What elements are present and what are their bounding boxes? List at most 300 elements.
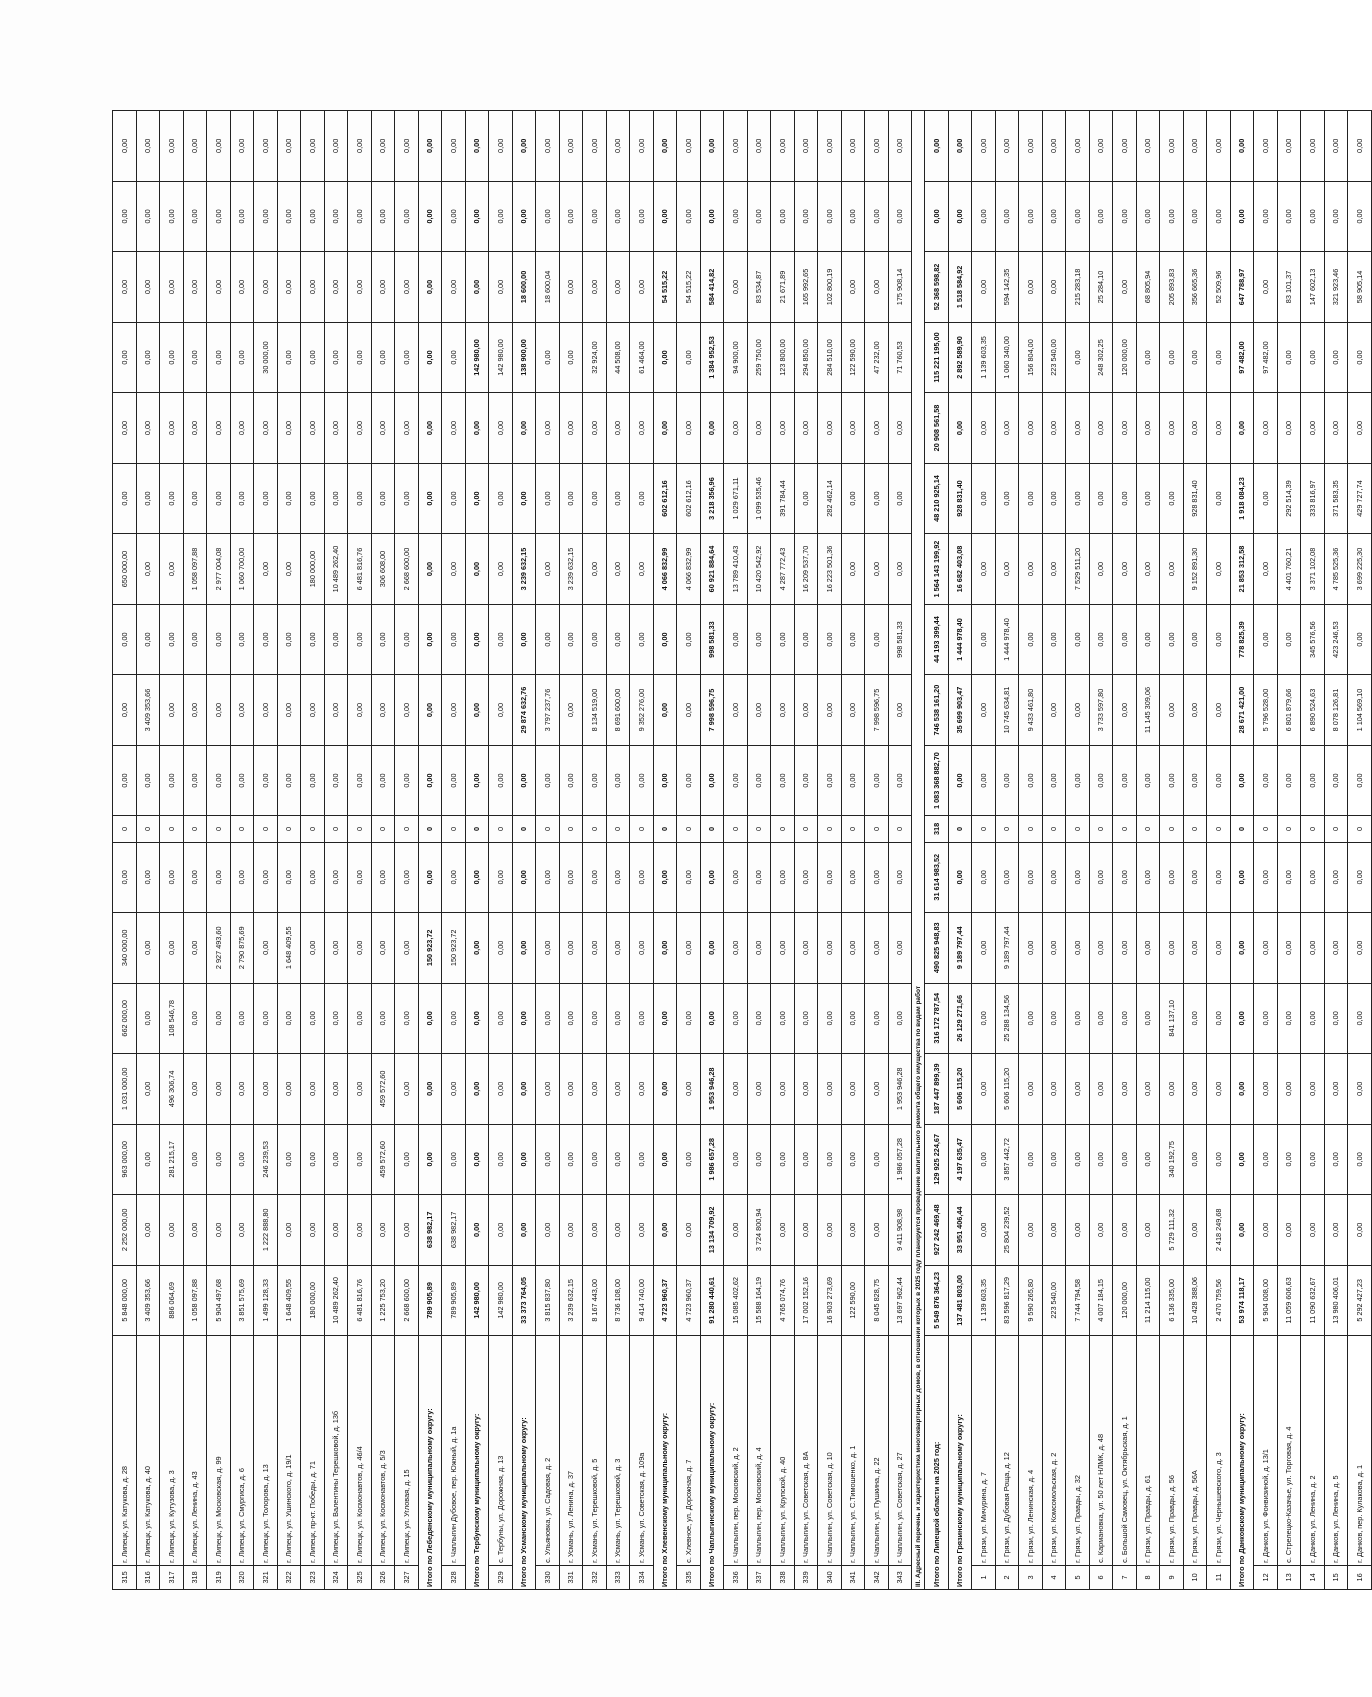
amount-cell: 0,00 bbox=[1230, 745, 1254, 816]
amount-cell: 0,00 bbox=[1089, 913, 1113, 984]
amount-cell: 137 481 803,00 bbox=[948, 1265, 972, 1336]
amount-cell: 0,00 bbox=[1019, 842, 1043, 913]
address-cell: г. Липецк, ул. Ушинского, д. 19/1 bbox=[277, 1336, 301, 1566]
amount-cell: 0,00 bbox=[418, 534, 442, 605]
amount-cell: 3 699 225,30 bbox=[1348, 534, 1372, 605]
amount-cell: 0,00 bbox=[677, 393, 701, 464]
amount-cell: 0,00 bbox=[653, 983, 677, 1054]
amount-cell: 0,00 bbox=[371, 111, 395, 182]
amount-cell: 371 583,35 bbox=[1324, 463, 1348, 534]
amount-cell: 0,00 bbox=[489, 181, 513, 252]
amount-cell: 0,00 bbox=[1254, 252, 1278, 323]
amount-cell: 61 464,00 bbox=[630, 322, 654, 393]
amount-cell: 0,00 bbox=[1113, 842, 1137, 913]
amount-cell: 0,00 bbox=[724, 1195, 748, 1266]
amount-cell: 0,00 bbox=[183, 983, 207, 1054]
amount-cell: 0,00 bbox=[1136, 322, 1160, 393]
amount-cell: 963 000,00 bbox=[113, 1124, 137, 1195]
amount-cell: 0,00 bbox=[183, 675, 207, 746]
amount-cell: 3 857 442,72 bbox=[995, 1124, 1019, 1195]
amount-cell: 423 246,53 bbox=[1324, 604, 1348, 675]
amount-cell: 0,00 bbox=[183, 745, 207, 816]
amount-cell: 1 986 657,28 bbox=[700, 1124, 724, 1195]
amount-cell: 0,00 bbox=[841, 1054, 865, 1125]
amount-cell: 0,00 bbox=[724, 252, 748, 323]
table-total-row bbox=[465, 111, 489, 1590]
amount-cell: 0,00 bbox=[1066, 463, 1090, 534]
amount-cell: 0,00 bbox=[348, 675, 372, 746]
amount-cell: 0 bbox=[771, 816, 795, 842]
table-row bbox=[888, 111, 912, 1590]
amount-cell: 0,00 bbox=[1066, 1124, 1090, 1195]
amount-cell: 0,00 bbox=[972, 111, 996, 182]
amount-cell: 0,00 bbox=[512, 842, 536, 913]
amount-cell: 1 384 952,53 bbox=[700, 322, 724, 393]
amount-cell: 44 193 399,44 bbox=[925, 604, 949, 675]
amount-cell: 8 736 108,00 bbox=[606, 1265, 630, 1336]
amount-cell: 0,00 bbox=[1301, 913, 1325, 984]
amount-cell: 0,00 bbox=[1136, 111, 1160, 182]
amount-cell: 54 515,22 bbox=[677, 252, 701, 323]
amount-cell: 0,00 bbox=[465, 1195, 489, 1266]
amount-cell: 0,00 bbox=[207, 393, 231, 464]
amount-cell: 11 090 632,67 bbox=[1301, 1265, 1325, 1336]
amount-cell: 321 923,46 bbox=[1324, 252, 1348, 323]
address-cell: с. Ульяновка, ул. Садовая, д. 2 bbox=[536, 1336, 560, 1566]
amount-cell: 7 529 511,20 bbox=[1066, 534, 1090, 605]
amount-cell: 0,00 bbox=[1019, 1124, 1043, 1195]
amount-cell: 52 509,96 bbox=[1207, 252, 1231, 323]
address-cell: г. Чаплыгин, пер. Московский, д. 4 bbox=[747, 1336, 771, 1566]
table-row bbox=[1348, 111, 1372, 1590]
amount-cell: 0,00 bbox=[1207, 322, 1231, 393]
amount-cell: 0,00 bbox=[230, 111, 254, 182]
amount-cell: 356 665,36 bbox=[1183, 252, 1207, 323]
amount-cell: 0,00 bbox=[841, 1195, 865, 1266]
amount-cell: 0,00 bbox=[536, 322, 560, 393]
row-number: 334 bbox=[630, 1565, 654, 1589]
amount-cell: 0,00 bbox=[1089, 1195, 1113, 1266]
amount-cell: 0,00 bbox=[113, 463, 137, 534]
amount-cell: 0,00 bbox=[1019, 534, 1043, 605]
table-row bbox=[136, 111, 160, 1590]
amount-cell: 9 189 797,44 bbox=[948, 913, 972, 984]
amount-cell: 0,00 bbox=[972, 913, 996, 984]
amount-cell: 0,00 bbox=[1277, 604, 1301, 675]
amount-cell: 5 904 497,68 bbox=[207, 1265, 231, 1336]
amount-cell: 0 bbox=[724, 816, 748, 842]
amount-cell: 5 292 427,23 bbox=[1348, 1265, 1372, 1336]
amount-cell: 0,00 bbox=[677, 675, 701, 746]
amount-cell: 292 514,39 bbox=[1277, 463, 1301, 534]
amount-cell: 0,00 bbox=[348, 463, 372, 534]
row-number: 336 bbox=[724, 1565, 748, 1589]
amount-cell: 0,00 bbox=[1160, 534, 1184, 605]
amount-cell: 223 540,00 bbox=[1042, 322, 1066, 393]
amount-cell: 0,00 bbox=[230, 463, 254, 534]
amount-cell: 0,00 bbox=[442, 1054, 466, 1125]
amount-cell: 0,00 bbox=[972, 675, 996, 746]
amount-cell: 4 007 184,15 bbox=[1089, 1265, 1113, 1336]
amount-cell: 3 239 632,15 bbox=[559, 1265, 583, 1336]
section-heading-body bbox=[912, 111, 925, 1590]
amount-cell: 0,00 bbox=[136, 1124, 160, 1195]
address-cell: с. Большой Самовец, ул. Октябрьская, д. 1 bbox=[1113, 1336, 1137, 1566]
amount-cell: 0,00 bbox=[1113, 983, 1137, 1054]
amount-cell: 0,00 bbox=[1019, 1195, 1043, 1266]
amount-cell: 0 bbox=[1207, 816, 1231, 842]
amount-cell: 0,00 bbox=[630, 463, 654, 534]
row-number: 320 bbox=[230, 1565, 254, 1589]
amount-cell: 0,00 bbox=[348, 913, 372, 984]
table-row bbox=[277, 111, 301, 1590]
amount-cell: 0,00 bbox=[1207, 534, 1231, 605]
amount-cell: 0,00 bbox=[1113, 1195, 1137, 1266]
amount-cell: 0,00 bbox=[324, 1054, 348, 1125]
amount-cell: 0,00 bbox=[818, 842, 842, 913]
amount-cell: 0,00 bbox=[418, 463, 442, 534]
amount-cell: 18 600,04 bbox=[536, 252, 560, 323]
amount-cell: 0,00 bbox=[818, 604, 842, 675]
total-label: Итого по Усманскому муниципальному округу: bbox=[512, 1336, 536, 1590]
amount-cell: 4 785 525,36 bbox=[1324, 534, 1348, 605]
amount-cell: 246 239,53 bbox=[254, 1124, 278, 1195]
amount-cell: 33 373 764,05 bbox=[512, 1265, 536, 1336]
amount-cell: 0,00 bbox=[1324, 913, 1348, 984]
amount-cell: 0,00 bbox=[1324, 1054, 1348, 1125]
amount-cell: 0,00 bbox=[818, 745, 842, 816]
amount-cell: 0,00 bbox=[925, 111, 949, 182]
amount-cell: 16 903 273,69 bbox=[818, 1265, 842, 1336]
amount-cell: 0,00 bbox=[277, 181, 301, 252]
amount-cell: 0,00 bbox=[512, 983, 536, 1054]
amount-cell: 4 287 772,43 bbox=[771, 534, 795, 605]
amount-cell: 0,00 bbox=[418, 1054, 442, 1125]
amount-cell: 0,00 bbox=[418, 675, 442, 746]
amount-cell: 0,00 bbox=[653, 675, 677, 746]
amount-cell: 0,00 bbox=[1042, 111, 1066, 182]
amount-cell: 0,00 bbox=[972, 534, 996, 605]
amount-cell: 459 572,60 bbox=[371, 1054, 395, 1125]
amount-cell: 0,00 bbox=[841, 463, 865, 534]
amount-cell: 0,00 bbox=[489, 1195, 513, 1266]
amount-cell: 0,00 bbox=[818, 1195, 842, 1266]
amount-cell: 0,00 bbox=[1160, 463, 1184, 534]
amount-cell: 0,00 bbox=[1254, 1054, 1278, 1125]
amount-cell: 2 892 589,90 bbox=[948, 322, 972, 393]
amount-cell: 138 900,00 bbox=[512, 322, 536, 393]
amount-cell: 0,00 bbox=[324, 322, 348, 393]
amount-cell: 0 bbox=[995, 816, 1019, 842]
amount-cell: 0,00 bbox=[1348, 393, 1372, 464]
amount-cell: 0,00 bbox=[136, 983, 160, 1054]
amount-cell: 0,00 bbox=[841, 181, 865, 252]
amount-cell: 0,00 bbox=[1089, 393, 1113, 464]
amount-cell: 0,00 bbox=[1348, 913, 1372, 984]
amount-cell: 0,00 bbox=[1183, 1195, 1207, 1266]
amount-cell: 0,00 bbox=[536, 463, 560, 534]
amount-cell: 248 302,25 bbox=[1089, 322, 1113, 393]
amount-cell: 1 225 753,20 bbox=[371, 1265, 395, 1336]
amount-cell: 0,00 bbox=[1277, 181, 1301, 252]
amount-cell: 0,00 bbox=[1160, 913, 1184, 984]
amount-cell: 602 612,16 bbox=[653, 463, 677, 534]
amount-cell: 3 797 237,76 bbox=[536, 675, 560, 746]
amount-cell: 0,00 bbox=[1019, 463, 1043, 534]
amount-cell: 0,00 bbox=[1160, 1054, 1184, 1125]
amount-cell: 16 223 501,36 bbox=[818, 534, 842, 605]
amount-cell: 0,00 bbox=[465, 842, 489, 913]
amount-cell: 0 bbox=[512, 816, 536, 842]
address-cell: г. Липецк, ул. Кутузова, д. 3 bbox=[160, 1336, 184, 1566]
amount-cell: 0,00 bbox=[794, 181, 818, 252]
amount-cell: 0 bbox=[371, 816, 395, 842]
amount-cell: 1 499 128,33 bbox=[254, 1265, 278, 1336]
amount-cell: 10 489 262,40 bbox=[324, 534, 348, 605]
amount-cell: 0,00 bbox=[1324, 111, 1348, 182]
table-row bbox=[559, 111, 583, 1590]
amount-cell: 0,00 bbox=[1254, 534, 1278, 605]
amount-cell: 0,00 bbox=[183, 111, 207, 182]
amount-cell: 0,00 bbox=[489, 745, 513, 816]
amount-cell: 0,00 bbox=[371, 842, 395, 913]
amount-cell: 0,00 bbox=[395, 1054, 419, 1125]
amount-cell: 0,00 bbox=[113, 745, 137, 816]
amount-cell: 0,00 bbox=[1089, 181, 1113, 252]
amount-cell: 31 614 983,52 bbox=[925, 842, 949, 913]
row-number: 326 bbox=[371, 1565, 395, 1589]
amount-cell: 0,00 bbox=[606, 983, 630, 1054]
amount-cell: 91 280 440,61 bbox=[700, 1265, 724, 1336]
amount-cell: 1 986 057,28 bbox=[888, 1124, 912, 1195]
amount-cell: 94 900,00 bbox=[724, 322, 748, 393]
amount-cell: 0,00 bbox=[371, 393, 395, 464]
amount-cell: 0,00 bbox=[136, 1054, 160, 1125]
amount-cell: 0,00 bbox=[254, 842, 278, 913]
amount-cell: 97 482,00 bbox=[1230, 322, 1254, 393]
amount-cell: 0 bbox=[1066, 816, 1090, 842]
amount-cell: 429 727,74 bbox=[1348, 463, 1372, 534]
table-body-lower bbox=[925, 111, 1372, 1590]
amount-cell: 0,00 bbox=[207, 1195, 231, 1266]
amount-cell: 0,00 bbox=[395, 322, 419, 393]
amount-cell: 0,00 bbox=[865, 1054, 889, 1125]
amount-cell: 16 209 537,70 bbox=[794, 534, 818, 605]
amount-cell: 8 045 828,75 bbox=[865, 1265, 889, 1336]
amount-cell: 0,00 bbox=[677, 1124, 701, 1195]
amount-cell: 0 bbox=[1113, 816, 1137, 842]
amount-cell: 2 790 875,69 bbox=[230, 913, 254, 984]
amount-cell: 0,00 bbox=[254, 111, 278, 182]
amount-cell: 0,00 bbox=[888, 842, 912, 913]
amount-cell: 150 923,72 bbox=[442, 913, 466, 984]
row-number: 7 bbox=[1113, 1565, 1137, 1589]
amount-cell: 0,00 bbox=[1324, 745, 1348, 816]
amount-cell: 0,00 bbox=[1066, 393, 1090, 464]
amount-cell: 0,00 bbox=[653, 913, 677, 984]
amount-cell: 0,00 bbox=[1066, 181, 1090, 252]
amount-cell: 2 977 004,08 bbox=[207, 534, 231, 605]
amount-cell: 0,00 bbox=[606, 393, 630, 464]
amount-cell: 0,00 bbox=[995, 111, 1019, 182]
amount-cell: 0,00 bbox=[1207, 111, 1231, 182]
amount-cell: 0,00 bbox=[160, 604, 184, 675]
amount-cell: 4 723 960,37 bbox=[653, 1265, 677, 1336]
amount-cell: 0,00 bbox=[207, 181, 231, 252]
amount-cell: 0,00 bbox=[888, 745, 912, 816]
amount-cell: 0,00 bbox=[277, 1195, 301, 1266]
amount-cell: 0,00 bbox=[254, 393, 278, 464]
amount-cell: 0,00 bbox=[1277, 842, 1301, 913]
amount-cell: 490 825 948,83 bbox=[925, 913, 949, 984]
amount-cell: 0,00 bbox=[771, 913, 795, 984]
amount-cell: 0,00 bbox=[1160, 111, 1184, 182]
amount-cell: 0,00 bbox=[230, 745, 254, 816]
amount-cell: 29 874 632,76 bbox=[512, 675, 536, 746]
amount-cell: 0,00 bbox=[418, 111, 442, 182]
amount-cell: 0,00 bbox=[277, 983, 301, 1054]
amount-cell: 1 029 671,11 bbox=[724, 463, 748, 534]
amount-cell: 0,00 bbox=[865, 604, 889, 675]
amount-cell: 0,00 bbox=[183, 463, 207, 534]
row-number: 3 bbox=[1019, 1565, 1043, 1589]
amount-cell: 0,00 bbox=[630, 745, 654, 816]
row-number: 321 bbox=[254, 1565, 278, 1589]
amount-cell: 0,00 bbox=[1066, 604, 1090, 675]
amount-cell: 0,00 bbox=[1277, 111, 1301, 182]
amount-cell: 0,00 bbox=[606, 1054, 630, 1125]
amount-cell: 0,00 bbox=[700, 181, 724, 252]
amount-cell: 0,00 bbox=[1042, 983, 1066, 1054]
amount-cell: 215 283,18 bbox=[1066, 252, 1090, 323]
amount-cell: 0,00 bbox=[512, 181, 536, 252]
amount-cell: 1 564 143 199,92 bbox=[925, 534, 949, 605]
amount-cell: 0,00 bbox=[418, 181, 442, 252]
amount-cell: 0 bbox=[113, 816, 137, 842]
address-cell: с. Хлевное, ул. Дорожная, д. 7 bbox=[677, 1336, 701, 1566]
amount-cell: 0,00 bbox=[583, 983, 607, 1054]
amount-cell: 0,00 bbox=[160, 842, 184, 913]
amount-cell: 0,00 bbox=[1136, 1195, 1160, 1266]
amount-cell: 0,00 bbox=[536, 842, 560, 913]
amount-cell: 0,00 bbox=[348, 842, 372, 913]
amount-cell: 0,00 bbox=[207, 1124, 231, 1195]
amount-cell: 0,00 bbox=[1207, 1124, 1231, 1195]
amount-cell: 0,00 bbox=[1207, 604, 1231, 675]
amount-cell: 1 953 946,28 bbox=[700, 1054, 724, 1125]
row-number: 13 bbox=[1277, 1565, 1301, 1589]
amount-cell: 26 129 271,66 bbox=[948, 983, 972, 1054]
amount-cell: 0,00 bbox=[1254, 181, 1278, 252]
amount-cell: 0,00 bbox=[254, 604, 278, 675]
amount-cell: 0,00 bbox=[136, 1195, 160, 1266]
amount-cell: 1 099 535,46 bbox=[747, 463, 771, 534]
amount-cell: 0,00 bbox=[606, 181, 630, 252]
amount-cell: 0,00 bbox=[865, 983, 889, 1054]
amount-cell: 25 804 239,52 bbox=[995, 1195, 1019, 1266]
table-row bbox=[583, 111, 607, 1590]
amount-cell: 0,00 bbox=[465, 534, 489, 605]
amount-cell: 0,00 bbox=[1277, 393, 1301, 464]
amount-cell: 0,00 bbox=[1207, 842, 1231, 913]
amount-cell: 0,00 bbox=[230, 842, 254, 913]
address-cell: г. Усмань, ул. Терешковой, д. 3 bbox=[606, 1336, 630, 1566]
amount-cell: 0,00 bbox=[724, 111, 748, 182]
amount-cell: 0,00 bbox=[395, 675, 419, 746]
amount-cell: 0,00 bbox=[183, 252, 207, 323]
amount-cell: 0,00 bbox=[489, 675, 513, 746]
amount-cell: 0,00 bbox=[1301, 842, 1325, 913]
table-total-row bbox=[418, 111, 442, 1590]
amount-cell: 0,00 bbox=[301, 252, 325, 323]
amount-cell: 0,00 bbox=[465, 1124, 489, 1195]
amount-cell: 10 489 262,40 bbox=[324, 1265, 348, 1336]
amount-cell: 0,00 bbox=[183, 393, 207, 464]
amount-cell: 0,00 bbox=[1254, 393, 1278, 464]
amount-cell: 3 239 632,15 bbox=[559, 534, 583, 605]
amount-cell: 0,00 bbox=[771, 675, 795, 746]
amount-cell: 0,00 bbox=[160, 181, 184, 252]
amount-cell: 0,00 bbox=[948, 111, 972, 182]
amount-cell: 0,00 bbox=[207, 322, 231, 393]
amount-cell: 0,00 bbox=[442, 111, 466, 182]
table-row bbox=[995, 111, 1019, 1590]
amount-cell: 180 000,00 bbox=[301, 534, 325, 605]
amount-cell: 0,00 bbox=[277, 604, 301, 675]
amount-cell: 0,00 bbox=[1183, 604, 1207, 675]
amount-cell: 0,00 bbox=[606, 463, 630, 534]
amount-cell: 0,00 bbox=[747, 675, 771, 746]
amount-cell: 0,00 bbox=[1089, 111, 1113, 182]
amount-cell: 21 853 312,58 bbox=[1230, 534, 1254, 605]
amount-cell: 0,00 bbox=[1160, 322, 1184, 393]
amount-cell: 0,00 bbox=[136, 393, 160, 464]
amount-cell: 11 145 309,06 bbox=[1136, 675, 1160, 746]
amount-cell: 0,00 bbox=[512, 745, 536, 816]
row-number: 4 bbox=[1042, 1565, 1066, 1589]
row-number: 335 bbox=[677, 1565, 701, 1589]
amount-cell: 0,00 bbox=[1348, 111, 1372, 182]
amount-cell: 0,00 bbox=[324, 913, 348, 984]
amount-cell: 0,00 bbox=[972, 181, 996, 252]
amount-cell: 0,00 bbox=[1324, 322, 1348, 393]
amount-cell: 0,00 bbox=[113, 322, 137, 393]
amount-cell: 5 904 008,00 bbox=[1254, 1265, 1278, 1336]
amount-cell: 0,00 bbox=[160, 675, 184, 746]
row-number: 5 bbox=[1066, 1565, 1090, 1589]
row-number: 337 bbox=[747, 1565, 771, 1589]
amount-cell: 8 078 126,81 bbox=[1324, 675, 1348, 746]
table-row bbox=[1089, 111, 1113, 1590]
amount-cell: 0,00 bbox=[1183, 745, 1207, 816]
amount-cell: 0,00 bbox=[724, 983, 748, 1054]
amount-cell: 0,00 bbox=[888, 983, 912, 1054]
amount-cell: 180 000,00 bbox=[301, 1265, 325, 1336]
amount-cell: 115 221 195,00 bbox=[925, 322, 949, 393]
amount-cell: 0 bbox=[489, 816, 513, 842]
amount-cell: 0,00 bbox=[301, 111, 325, 182]
amount-cell: 0,00 bbox=[1113, 1124, 1137, 1195]
amount-cell: 0 bbox=[1254, 816, 1278, 842]
amount-cell: 0,00 bbox=[1277, 322, 1301, 393]
amount-cell: 638 982,17 bbox=[442, 1195, 466, 1266]
amount-cell: 0,00 bbox=[995, 393, 1019, 464]
amount-cell: 0,00 bbox=[1019, 983, 1043, 1054]
amount-cell: 0,00 bbox=[700, 111, 724, 182]
amount-cell: 0,00 bbox=[865, 252, 889, 323]
amount-cell: 0,00 bbox=[771, 983, 795, 1054]
amount-cell: 0,00 bbox=[489, 983, 513, 1054]
